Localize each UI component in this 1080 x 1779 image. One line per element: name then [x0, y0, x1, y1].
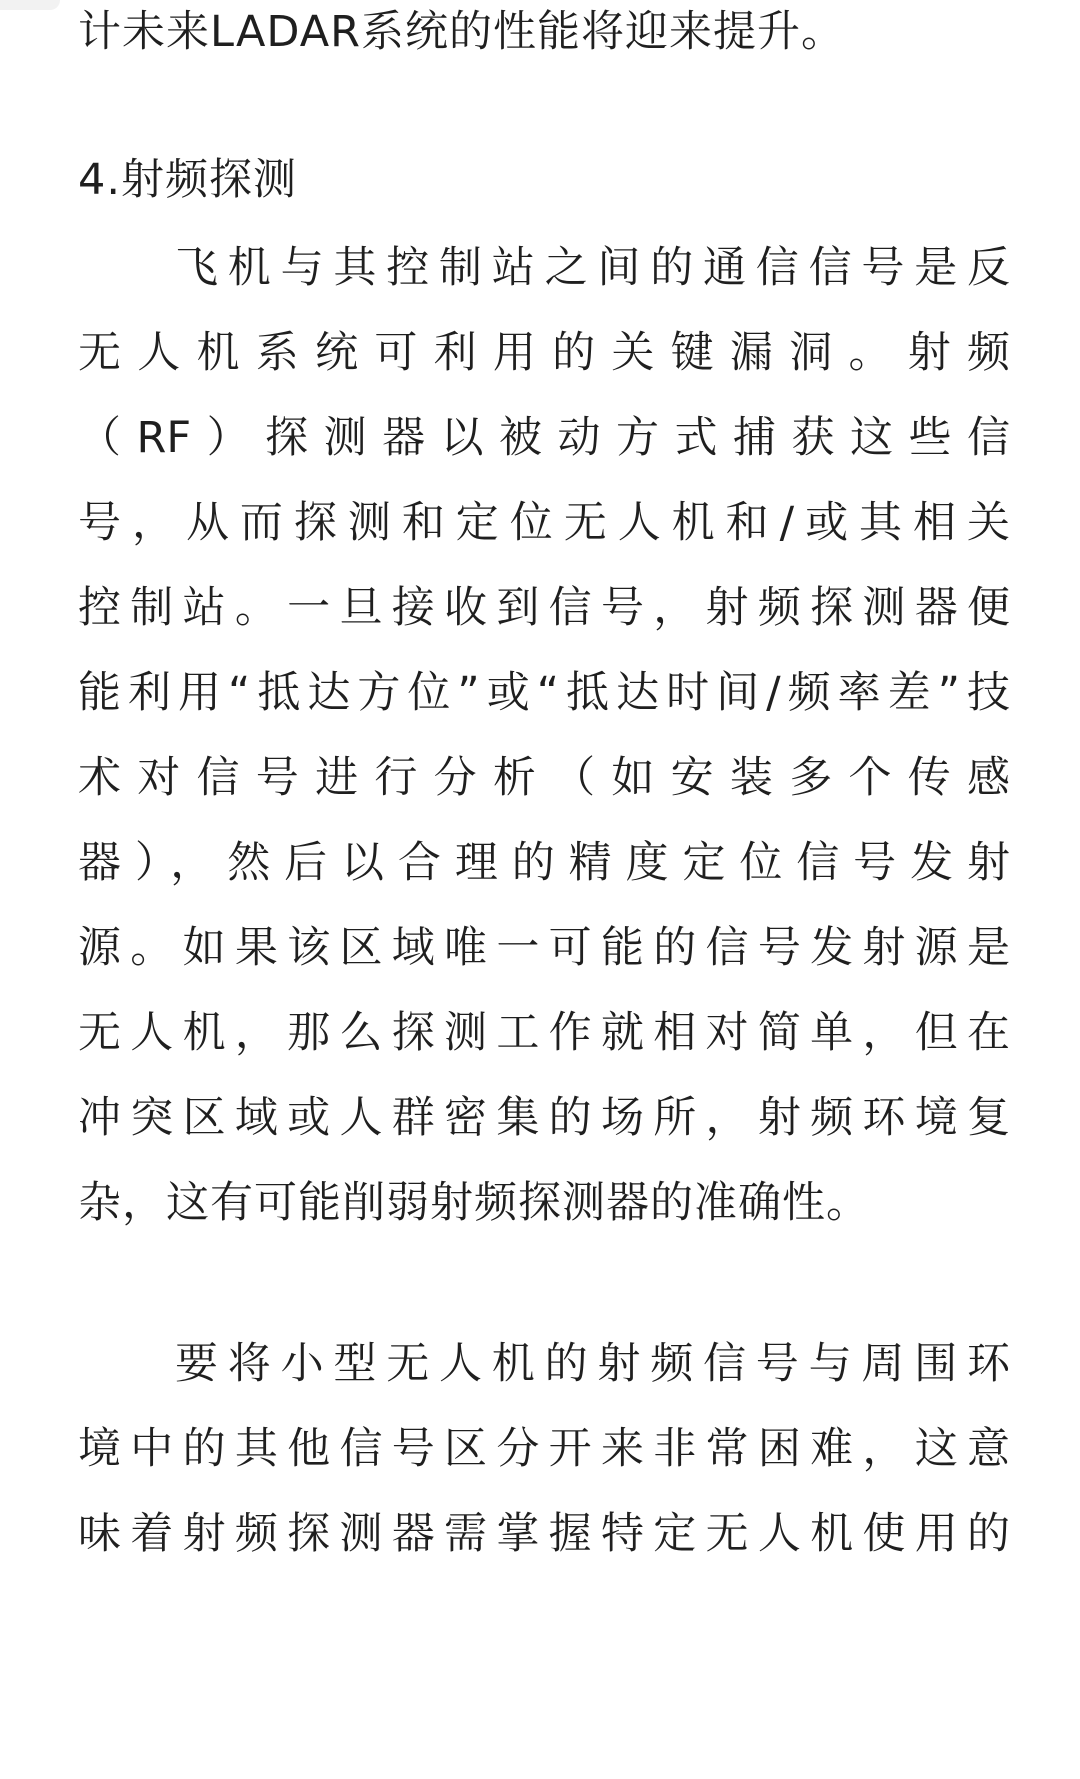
paragraph-line: 冲突区域或人群密集的场所，射频环境复 — [78, 1093, 1010, 1143]
paragraph-line: 境中的其他信号区分开来非常困难，这意 — [78, 1424, 1010, 1474]
paragraph-line: 无人机，那么探测工作就相对简单，但在 — [78, 1008, 1010, 1058]
top-corner-shade — [0, 0, 60, 10]
paragraph-line: 要将小型无人机的射频信号与周围环 — [175, 1339, 1010, 1389]
paragraph-line: 无人机系统可利用的关键漏洞。射频 — [78, 328, 1010, 378]
paragraph-line: 器），然后以合理的精度定位信号发射 — [78, 838, 1010, 888]
section-heading: 4.射频探测 — [78, 155, 298, 205]
paragraph-line: 源。如果该区域唯一可能的信号发射源是 — [78, 923, 1010, 973]
paragraph-line: 能利用“抵达方位”或“抵达时间/频率差”技 — [78, 668, 1010, 718]
paragraph-line: 号，从而探测和定位无人机和/或其相关 — [78, 498, 1010, 548]
paragraph-line: （RF）探测器以被动方式捕获这些信 — [78, 413, 1010, 463]
intro-tail-line: 计未来LADAR系统的性能将迎来提升。 — [78, 7, 846, 57]
paragraph-line: 味着射频探测器需掌握特定无人机使用的 — [78, 1509, 1010, 1559]
paragraph-line: 杂，这有可能削弱射频探测器的准确性。 — [78, 1178, 870, 1228]
paragraph-line: 控制站。一旦接收到信号，射频探测器便 — [78, 583, 1010, 633]
paragraph-line: 术对信号进行分析（如安装多个传感 — [78, 753, 1010, 803]
paragraph-line: 飞机与其控制站之间的通信信号是反 — [175, 243, 1010, 293]
